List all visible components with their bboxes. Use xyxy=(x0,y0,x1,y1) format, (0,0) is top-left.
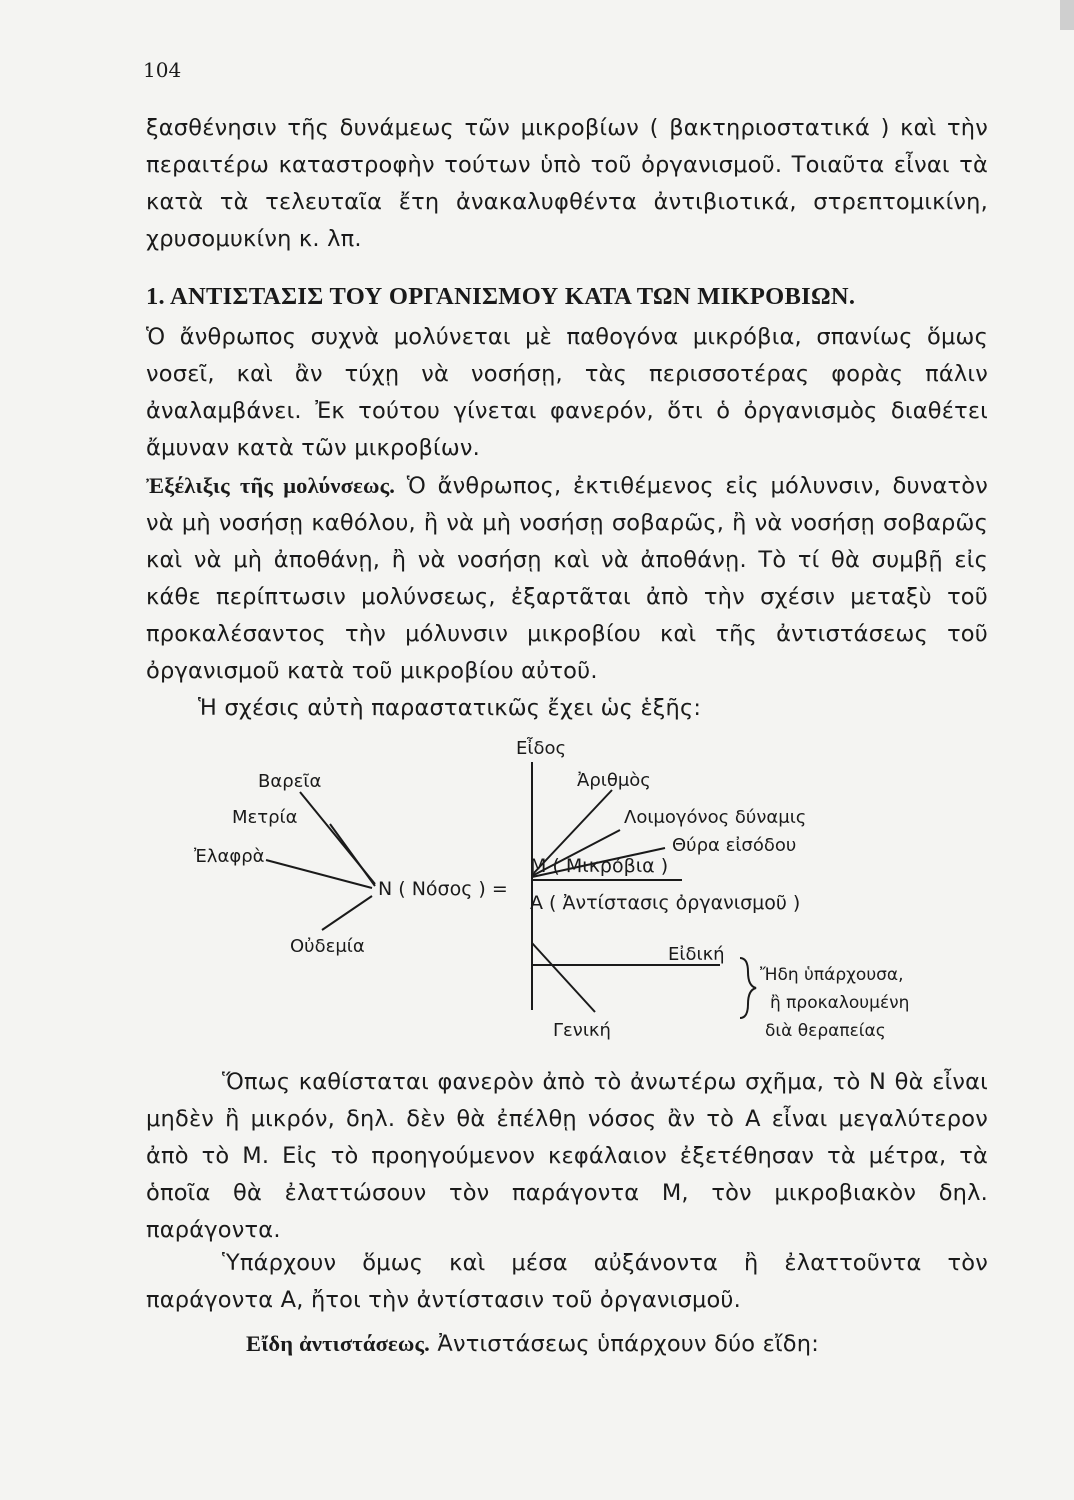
label-eidiki: Εἰδική xyxy=(668,944,725,965)
label-brace-line2: ἢ προκαλουμένη xyxy=(770,993,910,1013)
geniki-line xyxy=(532,943,595,1012)
label-denominator: A ( Ἀντίστασις ὀργανισμοῦ ) xyxy=(530,892,801,914)
paragraph-antibiotics: ξασθένησιν τῆς δυνάμεως τῶν μικροβίων ( βακτηριοστατικά ) καὶ τὴν περαιτέρω καταστροφὴν τούτων ὑπὸ τοῦ ὀργανισμοῦ. Τοιαῦτα εἶναι τὰ κατὰ τὰ τελευταῖα ἔτη ἀνακαλυφθέντα ἀντιβιοτικά, στρεπτομικίνη, χρυσομυκίνη κ. λπ. xyxy=(146,115,988,252)
oudemia-line xyxy=(322,896,372,930)
label-brace-line3: διὰ θεραπείας xyxy=(765,1021,886,1041)
paragraph-resistance-types xyxy=(146,1325,988,1363)
paragraph-text: Ὑπάρχουν ὅμως καὶ μέσα αὐξάνοντα ἢ ἐλαττοῦντα τὸν παράγοντα A, ἤτοι τὴν ἀντίστασιν τοῦ ὀργανισμοῦ. xyxy=(146,1250,988,1313)
label-thyra: Θύρα εἰσόδου xyxy=(672,835,797,856)
label-numerator: M ( Μικρόβια ) xyxy=(530,855,669,877)
paragraph-text: Ἡ σχέσις αὐτὴ παραστατικῶς ἔχει ὡς ἑξῆς: xyxy=(198,695,702,721)
label-arithmos: Ἀριθμὸς xyxy=(577,770,651,791)
label-eidos: Εἶδος xyxy=(516,738,567,759)
label-brace-line1: Ἤδη ὑπάρχουσα, xyxy=(760,965,904,985)
page-number: 104 xyxy=(143,58,182,82)
paragraph-text: Ἀντιστάσεως ὑπάρχουν δύο εἴδη: xyxy=(430,1331,820,1357)
paragraph-text: Ὅπως καθίσταται φανερὸν ἀπὸ τὸ ἀνωτέρω σχῆμα, τὸ N θὰ εἶναι μηδὲν ἢ μικρόν, δηλ. δὲν θὰ ἐπέλθῃ νόσος ἂν τὸ A εἶναι μεγαλύτερον ἀπὸ τὸ M. Εἰς τὸ προηγούμενον κεφάλαιον ἐξετέθησαν τὰ μέτρα, τὰ ὁποῖα θὰ ἐλαττώσουν τὸν παράγοντα M, τὸν μικροβιακὸν δηλ. παράγοντα. xyxy=(146,1069,988,1243)
paragraph-lead-bold: Ἐξέλιξις τῆς μολύνσεως. xyxy=(146,473,396,498)
paragraph-diagram-explanation xyxy=(146,1064,988,1249)
metria-line xyxy=(330,824,375,886)
paragraph-lead-bold: Εἴδη ἀντιστάσεως. xyxy=(246,1331,431,1356)
label-loimogonos: Λοιμογόνος δύναμις xyxy=(624,807,807,828)
label-oudemia: Οὐδεμία xyxy=(290,936,365,957)
paragraph-text: Ὁ ἄνθρωπος συχνὰ μολύνεται μὲ παθογόνα μικρόβια, σπανίως ὅμως νοσεῖ, καὶ ἂν τύχῃ νὰ νοσήσῃ, τὰς περισσοτέρας φορὰς πάλιν ἀναλαμβάνει. Ἐκ τούτου γίνεται φανερόν, ὅτι ὁ ὀργανισμὸς διαθέτει ἄμυναν κατὰ τῶν μικροβίων. xyxy=(146,324,988,461)
paragraph-factor-a xyxy=(146,1245,988,1319)
label-n-nosos: N ( Νόσος ) = xyxy=(378,878,508,900)
brace-icon xyxy=(740,958,756,1018)
label-bareia: Βαρεῖα xyxy=(258,771,322,792)
label-geniki: Γενική xyxy=(553,1020,611,1041)
label-elafra: Ἐλαφρὰ xyxy=(194,846,265,867)
elafra-line xyxy=(266,860,372,888)
label-metria: Μετρία xyxy=(232,807,298,828)
section-heading: 1. ΑΝΤΙΣΤΑΣΙΣ ΤΟΥ ΟΡΓΑΝΙΣΜΟΥ ΚΑΤΑ ΤΩΝ ΜΙΚΡΟΒΙΩΝ. xyxy=(146,283,856,310)
paragraph-text: Ὁ ἄνθρωπος, ἐκτιθέμενος εἰς μόλυνσιν, δυνατὸν νὰ μὴ νοσήσῃ καθόλου, ἢ νὰ μὴ νοσήσῃ σοβαρῶς, ἢ νὰ νοσήσῃ σοβαρῶς καὶ νὰ μὴ ἀποθάνῃ, ἢ νὰ νοσήσῃ καὶ νὰ ἀποθάνῃ. Τὸ τί θὰ συμβῇ εἰς κάθε περίπτωσιν μολύνσεως, ἐξαρτᾶται ἀπὸ τὴν σχέσιν μεταξὺ τοῦ προκαλέσαντος τὴν μόλυνσιν μικροβίου καὶ τῆς ἀντιστάσεως τοῦ ὀργανισμοῦ κατὰ τοῦ μικροβίου αὐτοῦ. xyxy=(146,473,988,684)
